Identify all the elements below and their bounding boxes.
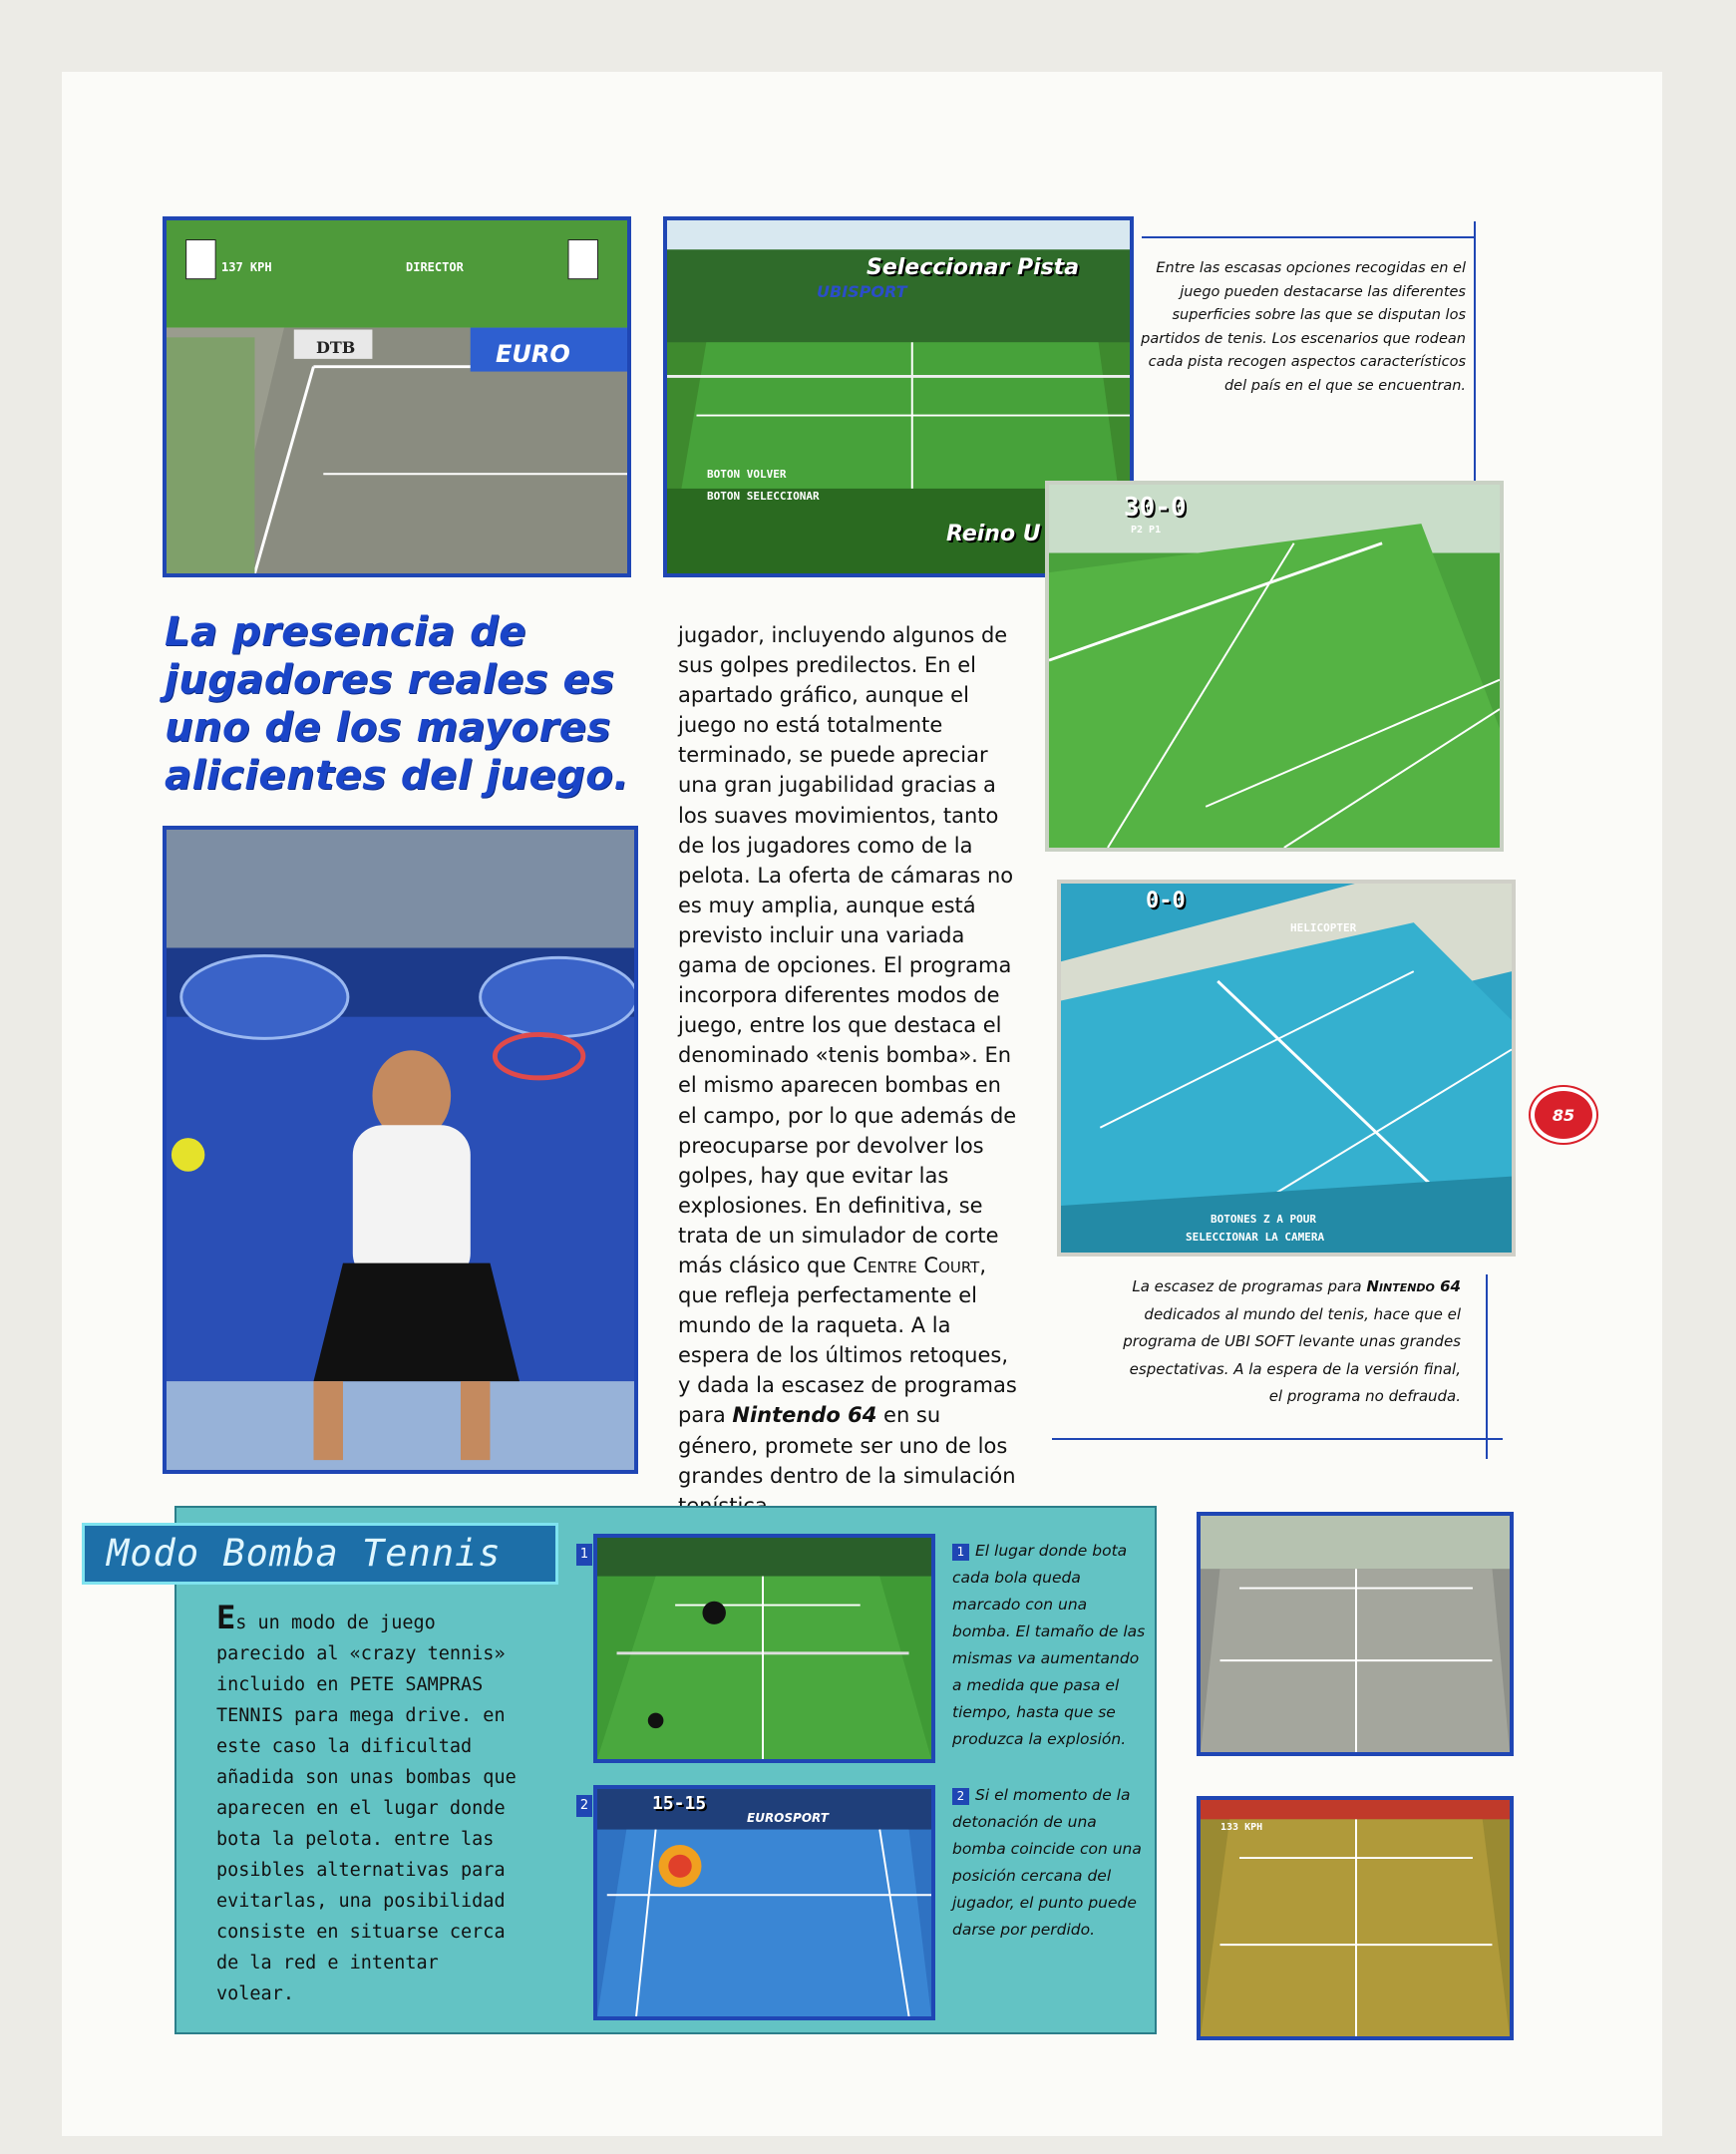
modo-caption-2 [952, 1782, 1147, 1944]
caption-mid-vertical-rule [1486, 1274, 1488, 1459]
photo-tennis-player [163, 826, 638, 1474]
camera-hint-1: BOTONES Z A POUR [1211, 1213, 1316, 1226]
screenshot-number-2: 2 [576, 1795, 592, 1817]
players-label: P2 P1 [1131, 525, 1162, 536]
screenshot-score-30-0 [1045, 481, 1504, 852]
banner-text: EURO [496, 340, 570, 368]
caption-mid-nintendo: Nintendo 64 [1366, 1277, 1461, 1295]
caption-top: Entre las escasas opciones recogidas en el juego pueden destacarse las diferentes superficies sobre las que se disputan los partidos de tenis. Los escenarios que rodean cada pista recogen aspectos característicos del país en el que se encuentran. [1141, 260, 1466, 394]
match-score: 30-0 [1124, 493, 1187, 523]
caption-mid-before: La escasez de programas para [1132, 1277, 1367, 1295]
modo-caption-1-text: El lugar donde bota cada bola queda marcado con una bomba. El tamaño de las mismas va aumentando a medida que pasa el tiempo, hasta que se produzca la explosión. [952, 1542, 1146, 1748]
select-button-hint: BOTON SELECCIONAR [707, 490, 820, 503]
modo-bomba-title: Modo Bomba Tennis [82, 1523, 558, 1585]
body-part-1: jugador, incluyendo algunos de sus golpes predilectos. En el apartado gráfico, aunque el juego no está totalmente terminado, se puede apreciar una gran jugabilidad gracias a los suaves movimientos, tanto de los jugadores como de la pelota. La oferta de cámaras no es muy amplia, aunque está previsto incluir una variada gama de opciones. El programa incorpora diferentes modos de juego, entre los que destaca el denominado «tenis bomba». En el mismo aparecen bombas en el campo, por lo que además de preocuparse por devolver los golpes, hay que evitar las explosiones. En definitiva, se trata de un simulador de corte más clásico que [678, 623, 1017, 1277]
caption-mid-rule [1052, 1438, 1503, 1440]
bomb-score: 15-15 [652, 1793, 707, 1814]
speed-readout: 137 KPH [221, 260, 272, 274]
back-button-hint: BOTON VOLVER [707, 468, 787, 481]
screenshot-bomb-2 [593, 1785, 935, 2020]
helicopter-score: 0-0 [1146, 889, 1186, 913]
modo-dropcap: E [216, 1599, 236, 1636]
modo-bomba-text [216, 1599, 525, 2009]
screenshot-clay-court [1197, 1796, 1514, 2040]
camera-label: DIRECTOR [406, 260, 464, 274]
body-part-3: en su género, promete ser uno de los grandes dentro de la simulación [678, 1403, 1016, 1488]
screenshot-grass-court-stands [163, 216, 631, 577]
screenshot-grey-court [1197, 1512, 1514, 1756]
caption-badge-1: 1 [952, 1544, 969, 1561]
screenshot-number-1: 1 [576, 1544, 592, 1566]
sponsor-text: UBISPORT [817, 282, 907, 301]
select-court-title: Seleccionar Pista [867, 255, 1080, 280]
screenshot-helicopter-camera [1057, 880, 1516, 1256]
headline: La presencia de jugadores reales es uno de los mayores alicientes del juego. [165, 609, 629, 799]
body-part-2: , que refleja perfectamente el mundo de la raqueta. A la espera de los últimos retoques, y dada la escasez de programas para [678, 1253, 1017, 1428]
caption-badge-2: 2 [952, 1788, 969, 1805]
camera-hint-2: SELECCIONAR LA CAMERA [1186, 1231, 1325, 1244]
bomb-sponsor: EUROSPORT [747, 1811, 829, 1825]
screenshot-bomb-1 [593, 1534, 935, 1763]
board-text: DTB [316, 338, 356, 357]
clay-speed-readout: 133 KPH [1220, 1822, 1263, 1833]
helicopter-camera-label: HELICOPTER [1290, 921, 1357, 934]
modo-text-body: s un modo de juego parecido al «crazy tennis» incluido en PETE SAMPRAS TENNIS para mega drive. en este caso la dificultad añadida son unas bombas que aparecen en el lugar donde bota la pelota. entre las posibles alternativas para evitarlas, una posibilidad consiste en situarse cerca de la red e intentar volear. [216, 1613, 517, 2004]
caption-top-rule [1142, 236, 1476, 238]
modo-caption-2-text: Si el momento de la detonación de una bomba coincide con una posición cercana del jugador, el punto puede darse por perdido. [952, 1786, 1142, 1939]
modo-caption-1 [952, 1538, 1147, 1753]
page-number: 85 [1531, 1087, 1596, 1143]
country-name: Reino U [946, 522, 1041, 546]
article-body [678, 620, 1017, 1527]
caption-mid [1117, 1273, 1461, 1411]
caption-mid-after: dedicados al mundo del tenis, hace que el programa de UBI SOFT levante unas grandes espectativas. A la espera de la versión final, el programa no defrauda. [1123, 1304, 1461, 1405]
body-centre-court: Centre Court [853, 1253, 980, 1277]
body-nintendo: Nintendo 64 [732, 1403, 877, 1428]
